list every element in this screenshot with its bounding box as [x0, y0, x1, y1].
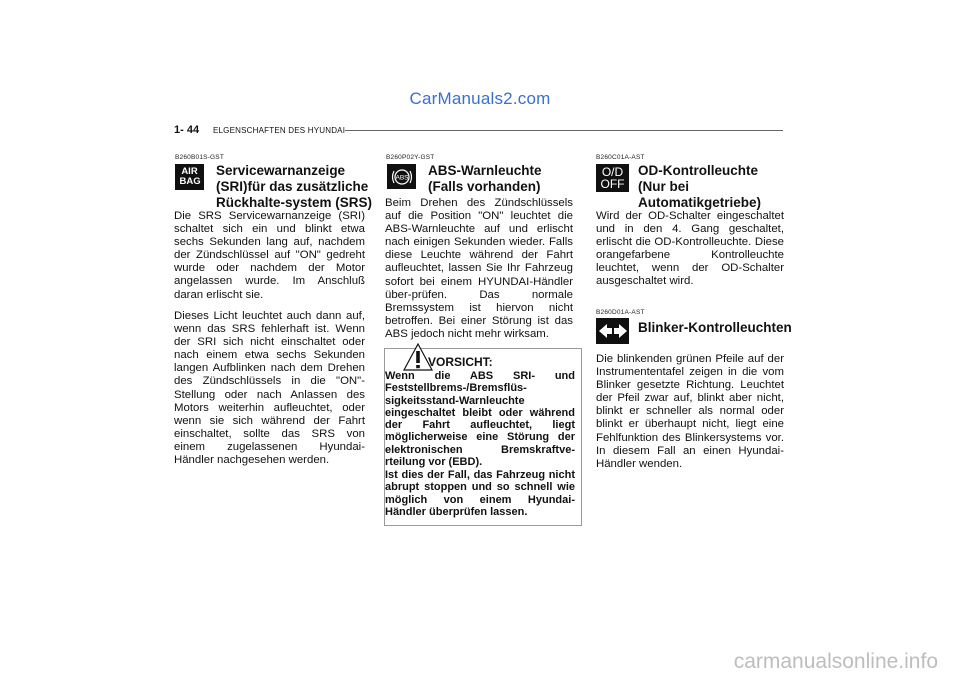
srs-heading [216, 163, 372, 211]
od-off-icon [596, 164, 629, 192]
page-number: 1- 44 [174, 124, 200, 136]
abs-heading [428, 163, 542, 195]
header-divider [345, 130, 783, 131]
abs-warning-icon [387, 164, 416, 189]
od-paragraph: Wird der OD-Schalter eingeschaltet und in den 4. Gang geschaltet, erlischt die OD-Kontrolleuchte. Diese orangefarbene Kontrolleuchte leuchtet, wenn der OD-Schalter ausgeschaltet wird. [596, 210, 784, 288]
heading-line: OD-Kontrolleuchte [638, 163, 758, 178]
abs-paragraph: Beim Drehen des Zündschlüssels auf die Position "ON" leuchtet die ABS-Warnleuchte auf und erlischt nach einigen Sekunden wieder. Falls diese Leuchte während der Fahrt aufleuchtet, lassen Sie Ihr Fahrzeug sofort bei einem HYUNDAI-Händler über-prüfen. Das normale Bremssystem ist hiervon nicht betroffen. Bei einer Störung ist das ABS jedoch nicht mehr wirksam. [385, 197, 573, 340]
heading-line: Automatikgetriebe) [638, 195, 762, 210]
watermark-bottom[interactable]: carmanualsonline.info [733, 650, 938, 673]
heading-line: (Nur bei [638, 179, 690, 194]
turn-signal-icon [596, 318, 629, 344]
caution-title: VORSICHT: [428, 355, 493, 369]
section-code: B260B01S-GST [175, 154, 225, 161]
od-heading [638, 163, 761, 211]
section-code: B260C01A-AST [596, 154, 645, 161]
section-title: ELGENSCHAFTEN DES HYUNDAI [213, 126, 346, 135]
section-code: B260P02Y-GST [386, 154, 435, 161]
turn-arrows-icon [599, 324, 627, 338]
airbag-icon-text: AIR BAG [179, 166, 201, 187]
section-code: B260D01A-AST [596, 309, 645, 316]
blinker-heading: Blinker-Kontrolleuchten [638, 320, 792, 335]
srs-paragraph-2: Dieses Licht leuchtet auch dann auf, wenn das SRS fehlerhaft ist. Wenn der SRI sich nicht einschaltet oder nach einem etwa sechs Sekunden langen Aufblinken nach dem Drehen des Zündschlüssels in die "ON"-Stellung oder nach Anlassen des Motors weiterhin aufleuchtet, oder wenn sie sich während der Fahrt einschaltet, sollte das SRS von einem zugelassenen Hyundai-Händler nachgesehen werden. [174, 310, 365, 467]
heading-line: ABS-Warnleuchte [428, 163, 542, 178]
abs-icon-text: ABS [394, 174, 409, 181]
srs-paragraph-1: Die SRS Servicewarnanzeige (SRI) schaltet sich ein und blinkt etwa sechs Sekunden lang auf, nachdem der Zündschlüssel auf "ON" gedreht wurde oder nachdem der Motor angelassen wurde. Im Anschluß daran erlischt sie. [174, 210, 365, 301]
heading-line: (Falls vorhanden) [428, 179, 541, 194]
od-off-icon-text: O/D OFF [600, 165, 625, 191]
heading-line: Rückhalte-system (SRS) [216, 195, 373, 210]
heading-line: Servicewarnanzeige [216, 163, 346, 178]
caution-text-2: Ist dies der Fall, das Fahrzeug nicht abrupt stoppen und so schnell wie möglich von einem Hyundai-Händler überprüfen lassen. [385, 469, 575, 518]
airbag-icon [175, 164, 204, 190]
abs-symbol-icon [391, 168, 413, 186]
caution-text-1: Wenn die ABS SRI- und Feststellbrems-/Bremsflüs-sigkeitsstand-Warnleuchte eingeschaltet bleibt oder während der Fahrt aufleuchtet, liegt möglicherweise eine Störung der elektronischen Bremskraftve-rteilung vor (EBD). [385, 370, 575, 469]
watermark-top[interactable]: CarManuals2.com [409, 89, 551, 108]
caution-box [384, 348, 582, 526]
blinker-paragraph: Die blinkenden grünen Pfeile auf der Instrumententafel zeigen in die vom Blinker gesetzte Richtung. Leuchtet der Pfeil zwar auf, blinkt aber nicht, blinkt er schneller als normal oder blinkt er überhaupt nicht, liegt eine Fehlfunktion des Blinkersystems vor. In diesem Fall an einen Hyundai-Händler wenden. [596, 353, 784, 470]
heading-line: (SRI)für das zusätzliche [216, 179, 369, 194]
